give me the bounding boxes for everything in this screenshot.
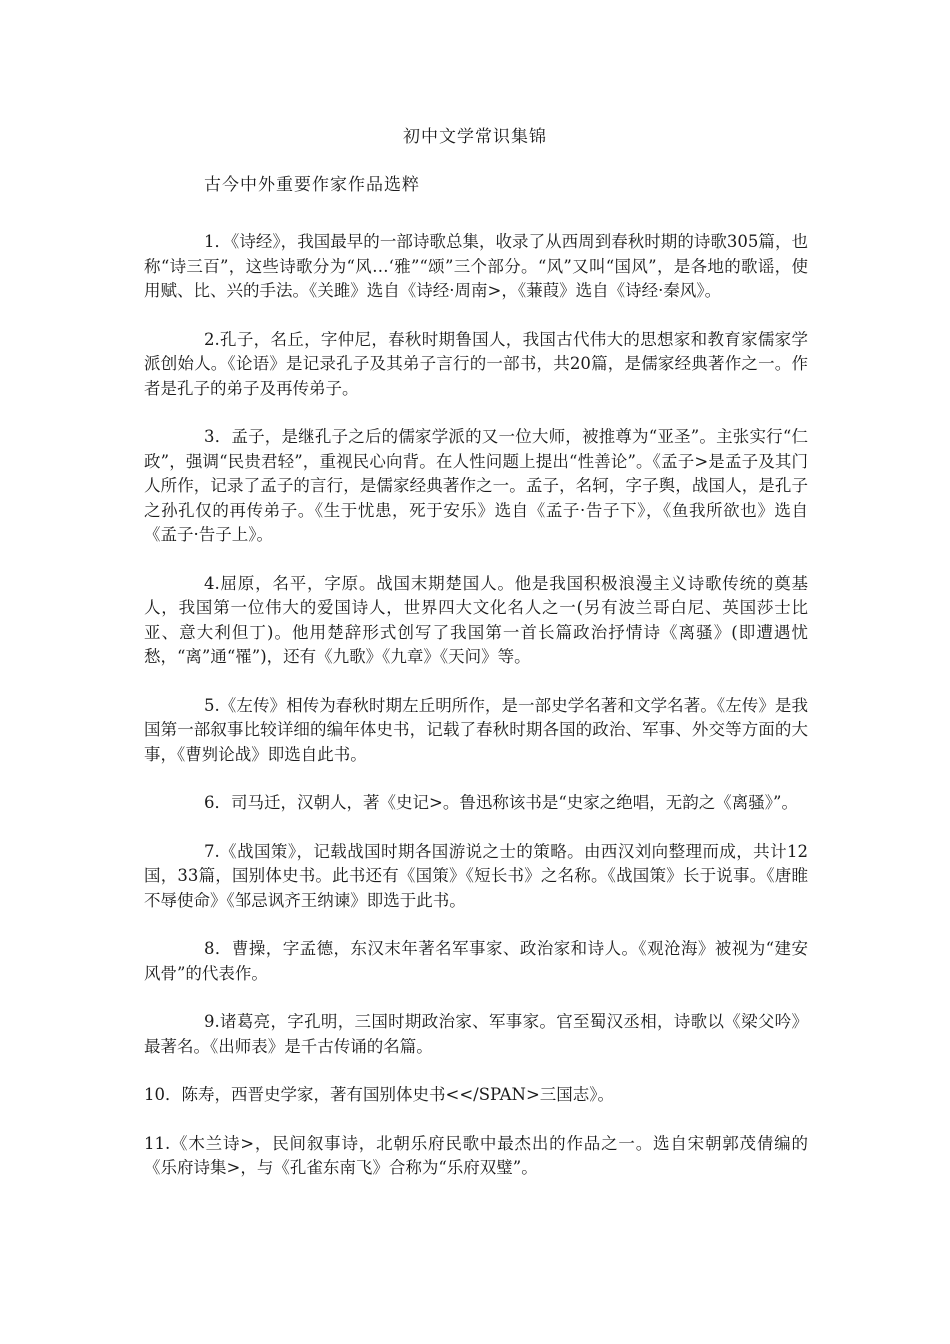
paragraph-4: 4.屈原，名平，字原。战国末期楚国人。他是我国积极浪漫主义诗歌传统的奠基人，我国第一位伟大的爱国诗人，世界四大文化名人之一(另有波兰哥白尼、英国莎士比亚、意大利但丁)。他用楚辞形式创写了我国第一首长篇政治抒情诗《离骚》(即遭遇忧愁，“离”通“罹”)，还有《九歌》《九章》《天问》等。 — [144, 573, 808, 666]
paragraph-2: 2.孔子，名丘，字仲尼，春秋时期鲁国人，我国古代伟大的思想家和教育家儒家学派创始人。《论语》是记录孔子及其弟子言行的一部书，共20篇，是儒家经典著作之一。作者是孔子的弟子及再传弟子。 — [144, 329, 808, 398]
paragraph-7: 7.《战国策》，记载战国时期各国游说之士的策略。由西汉刘向整理而成，共计12国，33篇，国别体史书。此书还有《国策》《短长书》之名称。《战国策》长于说事。《唐睢不辱使命》《邹忌讽齐王纳谏》即选于此书。 — [144, 841, 808, 910]
document-title: 初中文学常识集锦 — [403, 127, 547, 147]
paragraph-11: 11.《木兰诗>，民间叙事诗，北朝乐府民歌中最杰出的作品之一。选自宋朝郭茂倩编的《乐府诗集>，与《孔雀东南飞》合称为“乐府双璧”。 — [144, 1133, 808, 1177]
paragraph-6: 6．司马迁，汉朝人，著《史记>。鲁迅称该书是“史家之绝唱，无韵之《离骚》”。 — [204, 793, 798, 812]
paragraph-3: 3．孟子，是继孔子之后的儒家学派的又一位大师，被推尊为“亚圣”。主张实行“仁政”，强调“民贵君轻”，重视民心向背。在人性问题上提出“性善论”。《孟子>是孟子及其门人所作，记录了孟子的言行，是儒家经典著作之一。孟子，名轲，字子舆，战国人，是孔子之孙孔仅的再传弟子。《生于忧患，死于安乐》选自《孟子·告子下》，《鱼我所欲也》选自《孟子·告子上》。 — [144, 427, 808, 544]
paragraph-10: 10．陈寿，西晋史学家，著有国别体史书<</SPAN>三国志》。 — [144, 1085, 615, 1104]
document-body — [144, 230, 808, 1205]
paragraph-1: 1．《诗经》，我国最早的一部诗歌总集，收录了从西周到春秋时期的诗歌305篇，也称“诗三百”，这些诗歌分为“风…‘雅”“颂”三个部分。“风”又叫“国风”，是各地的歌谣，使用赋、比、兴的手法。《关雎》选自《诗经·周南>，《蒹葭》选自《诗经·秦风》。 — [144, 232, 808, 300]
paragraph-9: 9.诸葛亮，字孔明，三国时期政治家、军事家。官至蜀汉丞相，诗歌以《梁父吟》最著名。《出师表》是千古传诵的名篇。 — [144, 1012, 808, 1056]
paragraph-8: 8．曹操，字孟德，东汉末年著名军事家、政治家和诗人。《观沧海》被视为“建安风骨”的代表作。 — [144, 939, 808, 983]
document-subtitle: 古今中外重要作家作品选粹 — [204, 175, 420, 195]
paragraph-5: 5.《左传》相传为春秋时期左丘明所作，是一部史学名著和文学名著。《左传》是我国第一部叙事比较详细的编年体史书，记载了春秋时期各国的政治、军事、外交等方面的大事，《曹刿论战》即选自此书。 — [144, 695, 808, 764]
